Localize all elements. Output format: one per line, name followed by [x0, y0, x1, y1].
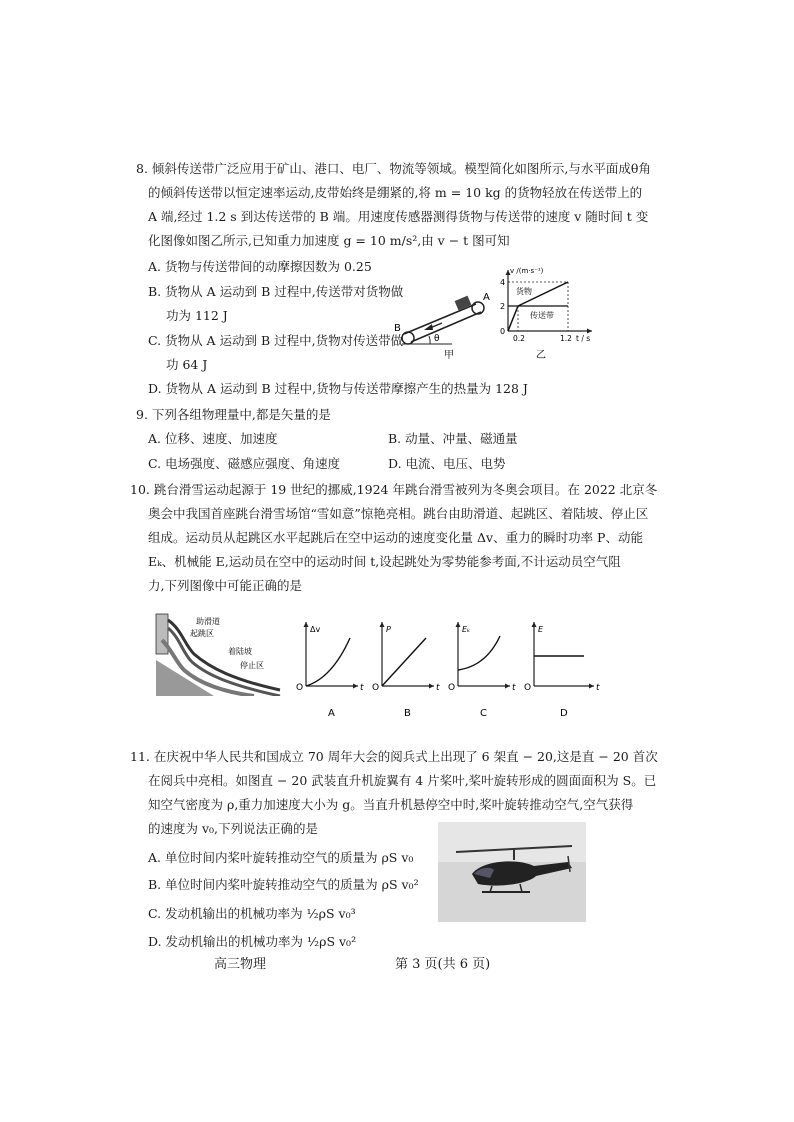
q11-option-d: D. 发动机输出的机械功率为 ½ρS v₀² — [148, 934, 357, 949]
q10-line-1: 10. 跳台滑雪运动起源于 19 世纪的挪威,1924 年跳台滑雪被列为冬奥会项目。在 2022 北京冬 — [130, 482, 658, 497]
q11-option-b: B. 单位时间内桨叶旋转推动空气的质量为 ρS v₀² — [148, 877, 419, 892]
goods-line-1 — [508, 306, 518, 331]
graph-d-letter: D — [560, 708, 568, 719]
q8-line-1: 8. 倾斜传送带广泛应用于矿山、港口、电厂、物流等领域。模型简化如图所示,与水平面成θ角 — [136, 161, 651, 176]
graph-c — [448, 622, 516, 719]
slope-label-4: 停止区 — [240, 661, 264, 670]
goods-label: 货物 — [516, 287, 532, 296]
graph-b-t: t — [436, 683, 440, 693]
q10-graphs — [294, 618, 604, 722]
q8-option-b-1: B. 货物从 A 运动到 B 过程中,传送带对货物做 — [148, 284, 404, 299]
graph-d — [524, 622, 600, 719]
graph-a-origin: O — [296, 683, 304, 693]
theta-label: θ — [434, 334, 440, 344]
graph-b-origin: O — [372, 683, 380, 693]
graph-c-origin: O — [448, 683, 456, 693]
graph-d-t: t — [596, 683, 600, 693]
slope-label-2: 起跳区 — [190, 629, 214, 638]
graph-b-ylabel: P — [386, 625, 391, 634]
slope-label-3: 着陆坡 — [228, 647, 252, 656]
q8-option-c-1: C. 货物从 A 运动到 B 过程中,货物对传送带做 — [148, 333, 404, 348]
q10-line-5: 力,下列图像中可能正确的是 — [148, 578, 302, 593]
conveyor-figure — [392, 284, 494, 362]
q8-option-d: D. 货物从 A 运动到 B 过程中,货物与传送带摩擦产生的热量为 128 J — [148, 381, 528, 396]
graph-c-letter: C — [480, 708, 487, 719]
q10-line-2: 奥会中我国首座跳台滑雪场馆“雪如意”惊艳亮相。跳台由助滑道、起跳区、着陆坡、停止区 — [148, 506, 649, 521]
y-tick-4: 4 — [500, 278, 506, 287]
q10-line-3: 组成。运动员从起跳区水平起跳后在空中运动的速度变化量 Δv、重力的瞬时功率 P、动能 — [148, 530, 643, 545]
belt-label: 传送带 — [530, 311, 554, 320]
graph-b-letter: B — [404, 708, 411, 719]
q11-line-2: 在阅兵中亮相。如图直 − 20 武装直升机旋翼有 4 片桨叶,桨叶旋转形成的圆面面积为 S。已 — [148, 773, 657, 788]
slope-label-1: 助滑道 — [196, 617, 220, 626]
x-tick-12: 1.2 — [560, 334, 572, 343]
q10-line-4: Eₖ、机械能 E,运动员在空中的运动时间 t,设起跳处为零势能参考面,不计运动员空气阻 — [148, 554, 621, 569]
q11-line-1: 11. 在庆祝中华人民共和国成立 70 周年大会的阅兵式上出现了 6 架直 − 20,这是直 − 20 首次 — [130, 749, 658, 764]
graph-a-letter: A — [328, 708, 335, 719]
graph-a-t: t — [360, 683, 364, 693]
ski-jump-figure — [154, 610, 282, 696]
x-tick-02: 0.2 — [513, 334, 525, 343]
q8-line-3: A 端,经过 1.2 s 到达传送带的 B 端。用速度传感器测得货物与传送带的速度 v 随时间 t 变 — [148, 209, 649, 224]
q9-option-a: A. 位移、速度、加速度 — [148, 431, 278, 446]
fig-yi-caption: 乙 — [536, 350, 546, 361]
graph-c-ylabel: Eₖ — [462, 625, 471, 634]
footer-page: 第 3 页(共 6 页) — [395, 957, 491, 972]
graph-d-origin: O — [524, 683, 532, 693]
graph-c-t: t — [512, 683, 516, 693]
graph-b — [372, 622, 440, 719]
q8-option-c-2: 功 64 J — [166, 357, 208, 372]
fig-jia-caption: 甲 — [444, 350, 454, 361]
point-b-label: B — [394, 323, 401, 334]
q11-line-3: 知空气密度为 ρ,重力加速度大小为 g。当直升机悬停空中时,桨叶旋转推动空气,空气获得 — [148, 797, 634, 812]
vt-xlabel: t / s — [576, 334, 591, 343]
point-a-label: A — [483, 292, 490, 303]
q9-option-d: D. 电流、电压、电势 — [388, 456, 506, 471]
q9-stem: 9. 下列各组物理量中,都是矢量的是 — [136, 407, 331, 422]
q8-line-4: 化图像如图乙所示,已知重力加速度 g = 10 m/s²,由 v − t 图可知 — [148, 233, 510, 248]
q8-line-2: 的倾斜传送带以恒定速率运动,皮带始终是绷紧的,将 m = 10 kg 的货物轻放在传送带上的 — [148, 185, 643, 200]
q9-option-c: C. 电场强度、磁感应强度、角速度 — [148, 456, 341, 471]
q11-line-4: 的速度为 v₀,下列说法正确的是 — [148, 821, 319, 836]
graph-d-ylabel: E — [538, 625, 544, 634]
footer-subject: 高三物理 — [214, 957, 267, 972]
graph-a-ylabel: Δv — [310, 625, 321, 634]
vt-graph — [496, 264, 596, 364]
helicopter-photo — [438, 822, 586, 922]
q8-option-a: A. 货物与传送带间的动摩擦因数为 0.25 — [148, 259, 372, 274]
y-tick-2: 2 — [500, 302, 506, 311]
y-tick-0: 0 — [500, 327, 506, 336]
vt-ylabel: v /(m·s⁻¹) — [510, 267, 544, 275]
q11-option-a: A. 单位时间内桨叶旋转推动空气的质量为 ρS v₀ — [148, 850, 414, 865]
q11-option-c: C. 发动机输出的机械功率为 ½ρS v₀³ — [148, 906, 356, 921]
q8-option-b-2: 功为 112 J — [166, 308, 228, 323]
q9-option-b: B. 动量、冲量、磁通量 — [388, 431, 518, 446]
graph-a — [296, 622, 364, 719]
